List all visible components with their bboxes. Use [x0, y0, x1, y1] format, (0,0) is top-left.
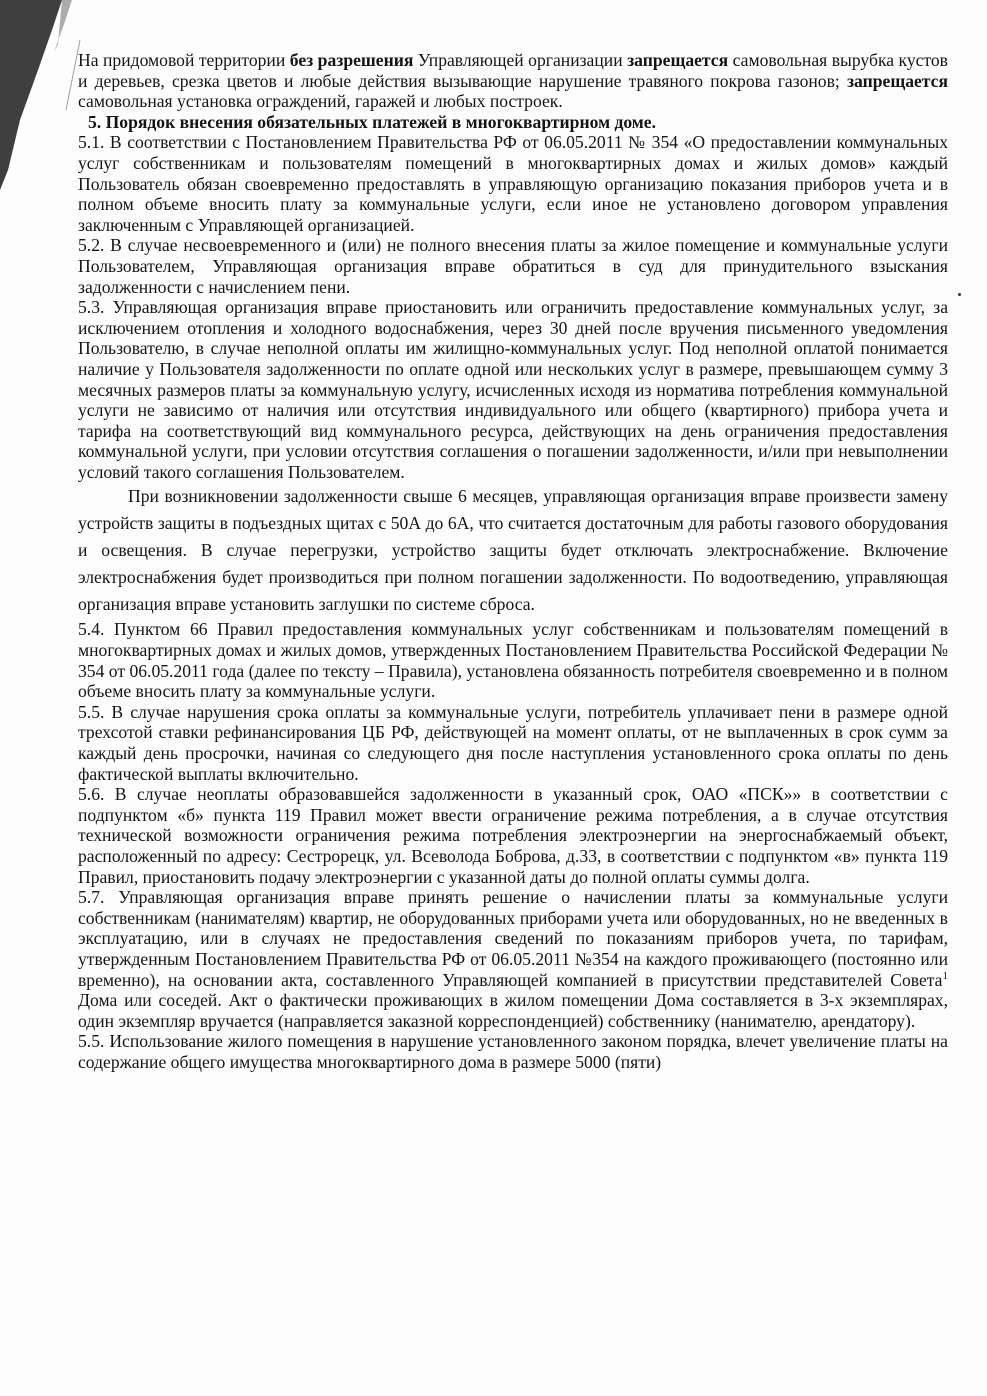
intro-bold-2: запрещается [627, 50, 729, 70]
intro-bold-1: без разрешения [289, 50, 414, 70]
intro-text-3: самовольная вырубка кустов и деревьев, срезка цветов и любые действия вызывающие нарушение травяного покрова газонов; [78, 50, 948, 91]
document-body [78, 50, 948, 1073]
paragraph-5-2: 5.2. В случае несвоевременного и (или) не полного внесения платы за жилое помещение и коммунальные услуги Пользователем, Управляющая организация вправе обратиться в суд для принудительного взыскания задолженности с начислением пени. [78, 235, 948, 297]
section-heading: 5. Порядок внесения обязательных платежей в многоквартирном доме. [88, 111, 656, 132]
scan-speck [958, 293, 961, 296]
paragraph-5-1: 5.1. В соответствии с Постановлением Правительства РФ от 06.05.2011 № 354 «О предоставлении коммунальных услуг собственникам и пользователям помещений в многоквартирных домах и жилых домов» каждый Пользователь обязан своевременно предоставлять в управляющую организацию показания приборов учета и в полном объеме вносить плату за коммунальные услуги, если иное не установлено договором управления заключенным с Управляющей организацией. [78, 132, 948, 235]
paragraph-5-7-text: 5.7. Управляющая организация вправе принять решение о начислении платы за коммунальные услуги собственникам (нанимателям) квартир, не оборудованных приборами учета или оборудованных, но не введенных в эксплуатацию, или в случаях не предоставления сведений по показаниям приборов учета, по тарифам, утвержденным Постановлением Правительства РФ от 06.05.2011 №354 на каждого проживающего (постоянно или временно), на основании акта, составленного Управляющей компанией в присутствии представителей Совета [78, 887, 948, 990]
paragraph-5-7 [78, 887, 948, 1031]
footnote-mark: 1 [942, 969, 948, 982]
intro-text-1: На придомовой территории [78, 50, 290, 70]
paragraph-debt-6-months: При возникновении задолженности свыше 6 месяцев, управляющая организация вправе произвести замену устройств защиты в подъездных щитах с 50А до 6А, что считается достаточным для работы газового оборудования и освещения. В случае перегрузки, устройство защиты будет отключать электроснабжение. Включение электроснабжения будет производиться при полном погашении задолженности. По водоотведению, управляющая организация вправе установить заглушки по системе сброса. [78, 486, 948, 615]
paragraph-5-6: 5.6. В случае неоплаты образовавшейся задолженности в указанный срок, ОАО «ПСК»» в соответствии с подпунктом «б» пункта 119 Правил может ввести ограничение режима потребления, а в случае отсутствия технической возможности ограничения режима потребления электроэнергии на энергоснабжаемый объект, расположенный по адресу: Сестрорецк, ул. Всеволода Боброва, д.33, в соответствии с подпунктом «в» пункта 119 Правил, приостановить подачу электроэнергии с указанной даты до полной оплаты суммы долга. [78, 784, 948, 887]
paragraph-5-5-usage: 5.5. Использование жилого помещения в нарушение установленного законом порядка, влечет увеличение платы на содержание общего имущества многоквартирного дома в размере 5000 (пяти) [78, 1031, 948, 1072]
paragraph-5-4: 5.4. Пунктом 66 Правил предоставления коммунальных услуг собственникам и пользователям помещений в многоквартирных домах и жилых домов, утвержденных Постановлением Правительства Российской Федерации № 354 от 06.05.2011 года (далее по тексту – Правила), установлена обязанность потребителя своевременно и в полном объеме вносить плату за коммунальные услуги. [78, 619, 948, 702]
paragraph-5-5: 5.5. В случае нарушения срока оплаты за коммунальные услуги, потребитель уплачивает пени в размере одной трехсотой ставки рефинансирования ЦБ РФ, действующей на момент оплаты, от не выплаченных в срок сумм за каждый день просрочки, начиная со следующего дня после наступления установленного срока оплаты по день фактической выплаты включительно. [78, 701, 948, 784]
intro-text-2: Управляющей организации [413, 50, 628, 70]
scan-shadow-mark [0, 0, 90, 190]
intro-text-4: самовольная установка ограждений, гаражей и любых построек. [78, 91, 563, 112]
paragraph-5-7-continuation: Дома или соседей. Акт о фактически проживающих в жилом помещении Дома составляется в 3-х экземплярах, один экземпляр вручается (направляется заказной корреспонденцией) собственнику (нанимателю, арендатору). [78, 990, 948, 1031]
paragraph-5-3: 5.3. Управляющая организация вправе приостановить или ограничить предоставление коммунальных услуг, за исключением отопления и холодного водоснабжения, через 30 дней после вручения письменного уведомления Пользователю, в случае неполной оплаты им жилищно-коммунальных услуг. Под неполной оплатой понимается наличие у Пользователя задолженности по оплате одной или нескольких услуг в размере, превышающем сумму 3 месячных размеров платы за коммунальную услугу, исчисленных исходя из норматива потребления коммунальной услуги не зависимо от наличия или отсутствия индивидуального или общего (квартирного) прибора учета и тарифа на соответствующий вид коммунального ресурса, действующих на день ограничения предоставления коммунальной услуги, при условии отсутствия соглашения о погашении задолженности, и/или при невыполнении условий такого соглашения Пользователем. [78, 297, 948, 482]
intro-paragraph [78, 50, 948, 112]
intro-bold-3: запрещается [846, 70, 948, 91]
